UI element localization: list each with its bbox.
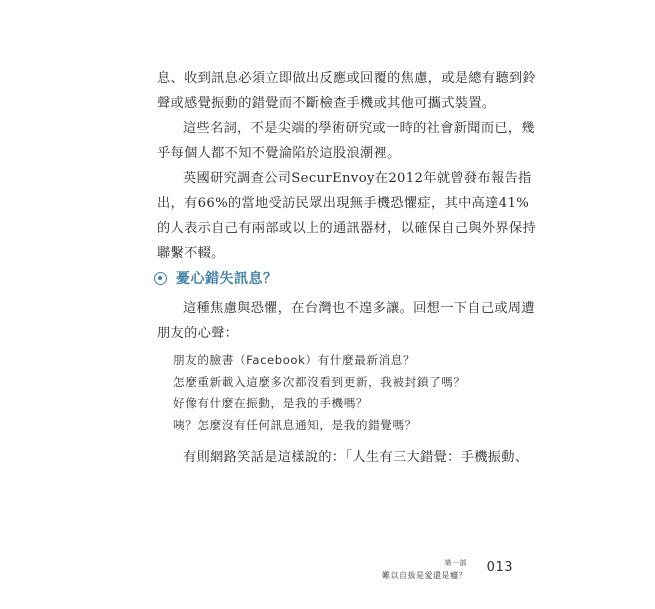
page-number: 013 — [486, 560, 513, 575]
paragraph-3 — [157, 166, 537, 266]
section-heading — [154, 268, 278, 288]
paragraph-line: 這些名詞，不是尖端的學術研究或一時的社會新聞而已，幾 — [183, 121, 535, 136]
section-title: 憂心錯失訊息？ — [176, 271, 278, 287]
paragraph-line: 朋友的心聲： — [157, 326, 239, 341]
quote-line: 怎麼重新載入這麼多次都沒看到更新，我被封鎖了嗎？ — [173, 374, 466, 389]
paragraph-2 — [157, 116, 535, 166]
paragraph-line: 息、收到訊息必須立即做出反應或回覆的焦慮，或是總有聽到鈴 — [157, 71, 537, 86]
page-footer — [382, 558, 513, 581]
footer-book-title: 難以自拔是愛還是癮？ — [382, 571, 467, 580]
circle-bullet-icon — [154, 272, 167, 285]
paragraph-line: 這種焦慮與恐懼，在台灣也不遑多讓。回想一下自己或周遭 — [183, 301, 535, 316]
paragraph-5 — [157, 445, 529, 470]
paragraph-1 — [157, 66, 537, 116]
paragraph-line: 有則網路笑話是這樣說的：「人生有三大錯覺：手機振動、 — [183, 450, 529, 465]
paragraph-line: 聯繫不輟。 — [157, 246, 225, 261]
paragraph-line: 聲或感覺振動的錯覺而不斷檢查手機或其他可攜式裝置。 — [157, 96, 496, 111]
quote-line: 朋友的臉書（Facebook）有什麼最新消息？ — [173, 353, 416, 367]
paragraph-4 — [157, 296, 535, 346]
paragraph-line: 英國研究調查公司SecurEnvoy在2012年就曾發布報告指 — [183, 171, 532, 186]
quote-line: 好像有什麼在振動，是我的手機嗎？ — [173, 396, 369, 410]
paragraph-line: 乎每個人都不知不覺淪陷於這股浪潮裡。 — [157, 146, 401, 161]
footer-part-label: 第一部 — [444, 559, 467, 567]
paragraph-line: 出，有66%的當地受訪民眾出現無手機恐懼症，其中高達41% — [157, 196, 530, 211]
quote-line: 咦？怎麼沒有任何訊息通知，是我的錯覺嗎？ — [173, 417, 417, 432]
paragraph-line: 的人表示自己有兩部或以上的通訊器材，以確保自己與外界保持 — [157, 221, 537, 236]
quote-block — [173, 350, 493, 436]
